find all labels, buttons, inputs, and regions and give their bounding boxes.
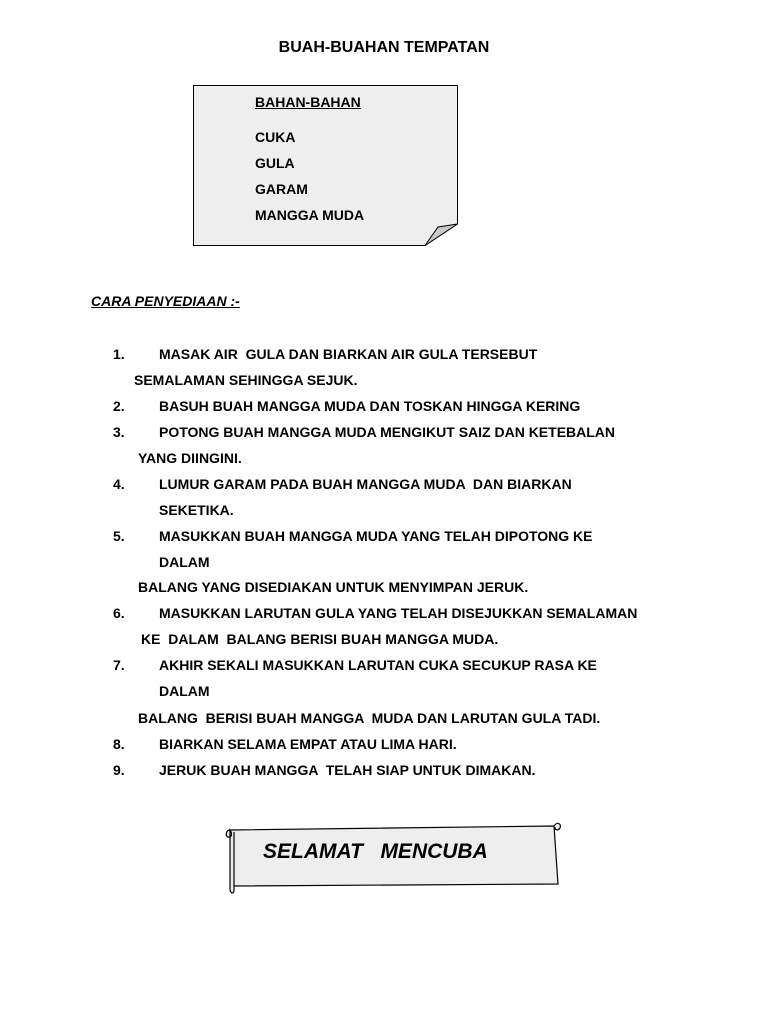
closing-banner <box>224 820 562 896</box>
ingredient-item: MANGGA MUDA <box>255 207 365 223</box>
step-text: MASAK AIR GULA DAN BIARKAN AIR GULA TERSEBUT <box>159 346 538 362</box>
step-number: 8. <box>113 736 125 752</box>
step-text: MASUKKAN BUAH MANGGA MUDA YANG TELAH DIPOTONG KE <box>159 528 593 544</box>
step-text: MASUKKAN LARUTAN GULA YANG TELAH DISEJUKKAN SEMALAMAN <box>159 605 638 621</box>
step-text: BASUH BUAH MANGGA MUDA DAN TOSKAN HINGGA KERING <box>159 398 581 414</box>
step-text: BIARKAN SELAMA EMPAT ATAU LIMA HARI. <box>159 736 457 752</box>
step-text: JERUK BUAH MANGGA TELAH SIAP UNTUK DIMAKAN. <box>159 762 536 778</box>
step-number: 5. <box>113 528 125 544</box>
step-number: 3. <box>113 424 125 440</box>
step-text: DALAM <box>159 683 210 699</box>
ingredient-item: GARAM <box>255 181 308 197</box>
step-text: AKHIR SEKALI MASUKKAN LARUTAN CUKA SECUKUP RASA KE <box>159 657 597 673</box>
ingredients-note <box>193 85 458 245</box>
step-text: DALAM <box>159 554 210 570</box>
step-number: 7. <box>113 657 125 673</box>
step-number: 1. <box>113 346 125 362</box>
step-text: POTONG BUAH MANGGA MUDA MENGIKUT SAIZ DAN KETEBALAN <box>159 424 616 440</box>
step-text: SEMALAMAN SEHINGGA SEJUK. <box>134 372 358 388</box>
ingredient-item: CUKA <box>255 129 296 145</box>
method-heading: CARA PENYEDIAAN :- <box>91 293 240 309</box>
step-text: BALANG YANG DISEDIAKAN UNTUK MENYIMPAN JERUK. <box>138 579 529 595</box>
ingredient-item: GULA <box>255 155 295 171</box>
step-text: KE DALAM BALANG BERISI BUAH MANGGA MUDA. <box>141 631 499 647</box>
step-number: 4. <box>113 476 125 492</box>
step-text: YANG DIINGINI. <box>138 450 242 466</box>
ingredients-heading: BAHAN-BAHAN <box>255 94 361 110</box>
step-text: SEKETIKA. <box>159 502 234 518</box>
step-text: BALANG BERISI BUAH MANGGA MUDA DAN LARUTAN GULA TADI. <box>138 710 601 726</box>
step-number: 9. <box>113 762 125 778</box>
step-text: LUMUR GARAM PADA BUAH MANGGA MUDA DAN BIARKAN <box>159 476 572 492</box>
step-number: 6. <box>113 605 125 621</box>
step-number: 2. <box>113 398 125 414</box>
banner-text: SELAMAT MENCUBA <box>263 840 488 863</box>
page-title: BUAH-BUAHAN TEMPATAN <box>278 39 490 56</box>
